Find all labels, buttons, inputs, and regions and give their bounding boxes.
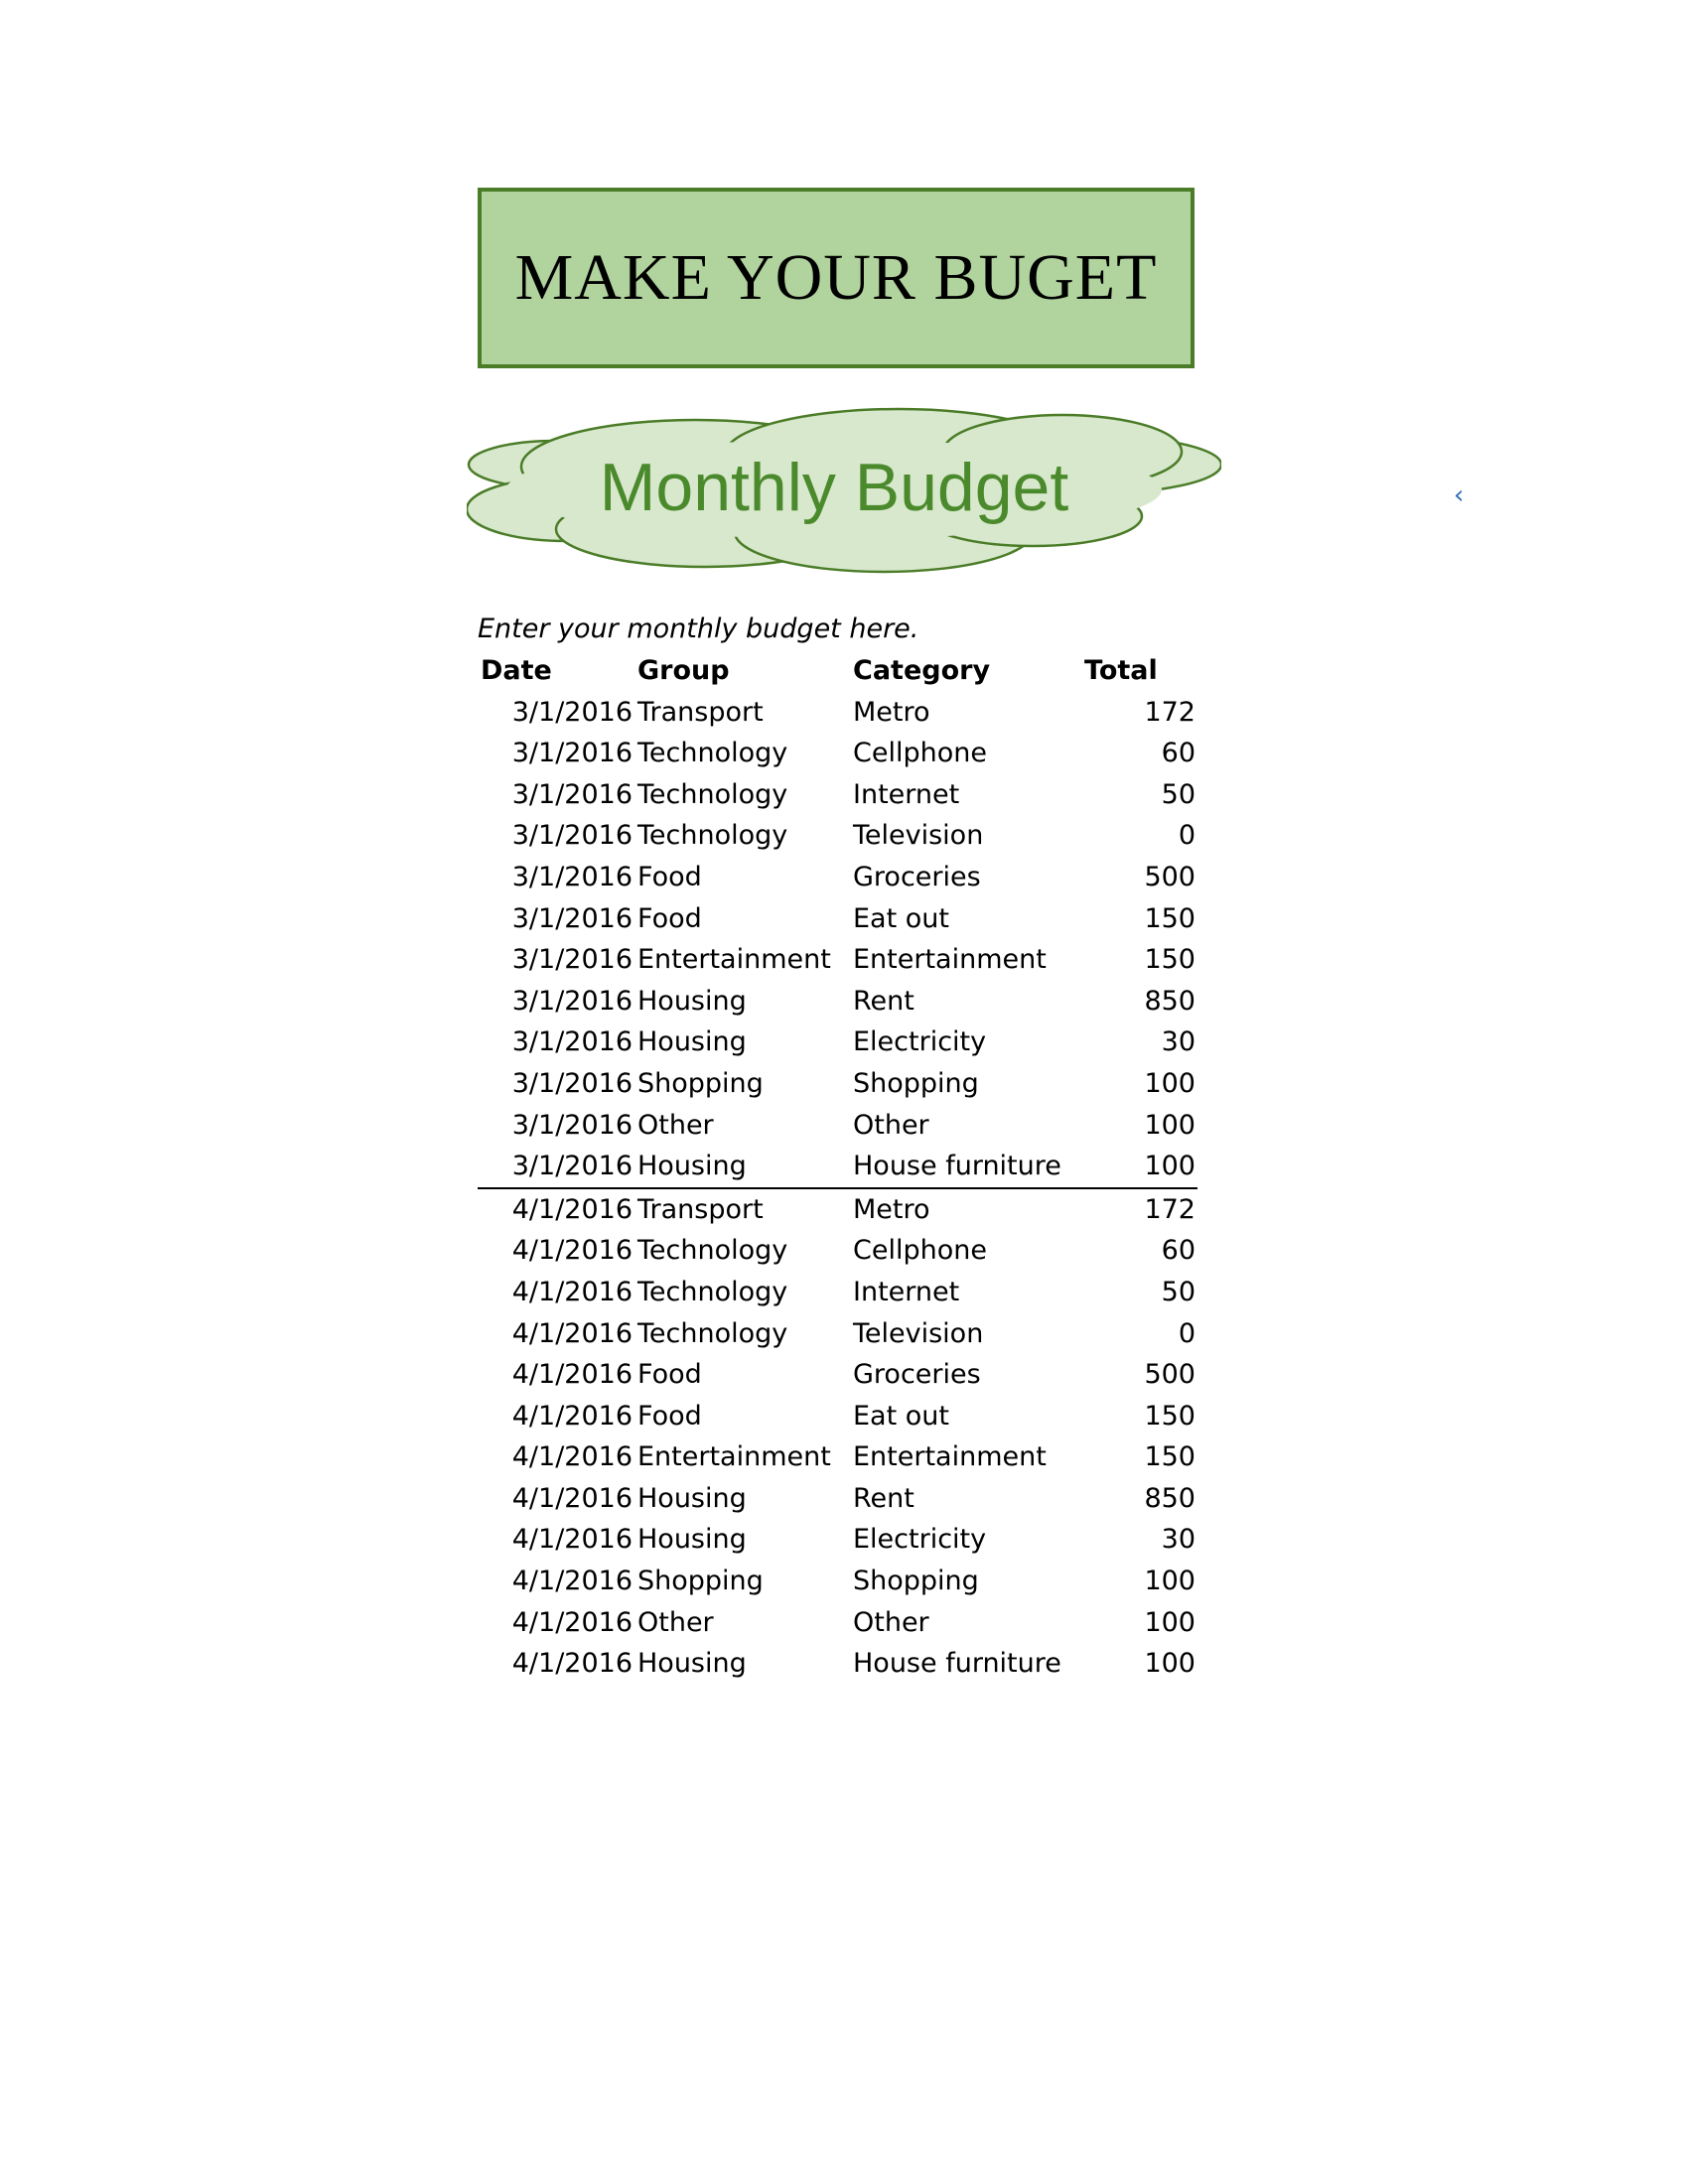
table-row: [478, 898, 1197, 940]
cell-category[interactable]: Groceries: [853, 1359, 981, 1391]
header-date: Date: [481, 655, 552, 686]
cell-group[interactable]: Technology: [637, 778, 788, 810]
table-row: [478, 1230, 1197, 1272]
table-row: [478, 1272, 1197, 1313]
cell-group[interactable]: Technology: [637, 1276, 788, 1307]
cell-category[interactable]: Electricity: [853, 1524, 987, 1556]
cell-total[interactable]: 500: [1144, 1359, 1196, 1391]
cell-category[interactable]: Metro: [853, 696, 930, 728]
cell-category[interactable]: Rent: [853, 1482, 914, 1514]
cell-total[interactable]: 30: [1161, 1524, 1196, 1556]
table-row: [478, 1519, 1197, 1561]
cell-category[interactable]: Entertainment: [853, 944, 1047, 976]
cell-category[interactable]: Electricity: [853, 1026, 987, 1058]
cell-total[interactable]: 850: [1144, 985, 1196, 1017]
cell-date[interactable]: 3/1/2016: [511, 985, 633, 1017]
cell-date[interactable]: 4/1/2016: [511, 1648, 633, 1680]
cell-total[interactable]: 50: [1161, 778, 1196, 810]
header-category: Category: [853, 655, 991, 686]
cell-date[interactable]: 3/1/2016: [511, 861, 633, 892]
table-row: [478, 692, 1197, 734]
table-body: [478, 692, 1197, 1685]
table-row: [478, 1146, 1197, 1189]
cell-group[interactable]: Food: [637, 1400, 702, 1432]
cell-date[interactable]: 4/1/2016: [511, 1235, 633, 1267]
cell-category[interactable]: Eat out: [853, 902, 949, 934]
cell-category[interactable]: Shopping: [853, 1067, 979, 1099]
cell-group[interactable]: Shopping: [637, 1067, 764, 1099]
page-title: MAKE YOUR BUGET: [514, 241, 1158, 314]
table-row: [478, 1354, 1197, 1396]
table-row: [478, 1313, 1197, 1355]
cell-date[interactable]: 4/1/2016: [511, 1524, 633, 1556]
table-header-row: [478, 650, 1197, 692]
cell-category[interactable]: Television: [853, 820, 984, 852]
instruction-text: Enter your monthly budget here.: [478, 614, 919, 644]
table-row: [478, 815, 1197, 857]
cell-date[interactable]: 4/1/2016: [511, 1193, 633, 1225]
cell-group[interactable]: Housing: [637, 1026, 747, 1058]
cell-group[interactable]: Technology: [637, 1235, 788, 1267]
cell-total[interactable]: 100: [1144, 1566, 1196, 1597]
cell-group[interactable]: Transport: [637, 696, 764, 728]
table-row: [478, 857, 1197, 898]
cell-group[interactable]: Housing: [637, 1151, 747, 1182]
cell-total[interactable]: 100: [1144, 1648, 1196, 1680]
cell-group[interactable]: Housing: [637, 1524, 747, 1556]
cell-total[interactable]: 0: [1178, 820, 1196, 852]
table-row: [478, 1396, 1197, 1437]
cell-category[interactable]: Rent: [853, 985, 914, 1017]
cell-group[interactable]: Shopping: [637, 1566, 764, 1597]
table-row: [478, 1561, 1197, 1602]
cell-category[interactable]: Other: [853, 1606, 929, 1638]
cell-total[interactable]: 50: [1161, 1276, 1196, 1307]
cell-total[interactable]: 60: [1161, 1235, 1196, 1267]
cell-category[interactable]: Eat out: [853, 1400, 949, 1432]
cell-date[interactable]: 4/1/2016: [511, 1566, 633, 1597]
cell-group[interactable]: Other: [637, 1109, 714, 1141]
cell-total[interactable]: 172: [1144, 696, 1196, 728]
cell-group[interactable]: Technology: [637, 738, 788, 769]
cell-total[interactable]: 850: [1144, 1482, 1196, 1514]
cell-total[interactable]: 150: [1144, 944, 1196, 976]
table-row: [478, 1602, 1197, 1644]
monthly-budget-heading: Monthly Budget: [599, 450, 1069, 525]
table-row: [478, 1436, 1197, 1478]
cell-date[interactable]: 3/1/2016: [511, 820, 633, 852]
cell-group[interactable]: Transport: [637, 1193, 764, 1225]
cell-group[interactable]: Food: [637, 861, 702, 892]
cell-category[interactable]: Shopping: [853, 1566, 979, 1597]
title-banner: [478, 188, 1195, 368]
cell-category[interactable]: House furniture: [853, 1648, 1061, 1680]
header-group: Group: [637, 655, 730, 686]
cell-date[interactable]: 4/1/2016: [511, 1276, 633, 1307]
table-row: [478, 939, 1197, 981]
cell-total[interactable]: 30: [1161, 1026, 1196, 1058]
header-total: Total: [1084, 655, 1158, 686]
cell-group[interactable]: Housing: [637, 1648, 747, 1680]
cell-category[interactable]: Cellphone: [853, 738, 987, 769]
cell-date[interactable]: 3/1/2016: [511, 1067, 633, 1099]
table-row: [478, 1022, 1197, 1063]
cell-group[interactable]: Other: [637, 1606, 714, 1638]
cell-date[interactable]: 3/1/2016: [511, 902, 633, 934]
cell-total[interactable]: 150: [1144, 902, 1196, 934]
table-row: [478, 1063, 1197, 1105]
cell-group[interactable]: Housing: [637, 1482, 747, 1514]
table-row: [478, 981, 1197, 1023]
edge-mark: ‹: [1454, 480, 1465, 510]
cell-date[interactable]: 4/1/2016: [511, 1482, 633, 1514]
budget-sheet: [478, 609, 1197, 1685]
cell-date[interactable]: 3/1/2016: [511, 1151, 633, 1182]
cell-total[interactable]: 150: [1144, 1441, 1196, 1473]
cell-category[interactable]: Television: [853, 1317, 984, 1349]
cell-group[interactable]: Technology: [637, 1317, 788, 1349]
cell-date[interactable]: 4/1/2016: [511, 1606, 633, 1638]
cell-group[interactable]: Housing: [637, 985, 747, 1017]
cell-date[interactable]: 3/1/2016: [511, 944, 633, 976]
cell-category[interactable]: Cellphone: [853, 1235, 987, 1267]
table-row: [478, 1105, 1197, 1147]
cell-category[interactable]: Internet: [853, 1276, 960, 1307]
cell-total[interactable]: 100: [1144, 1151, 1196, 1182]
cell-date[interactable]: 3/1/2016: [511, 696, 633, 728]
cell-group[interactable]: Entertainment: [637, 944, 831, 976]
cell-group[interactable]: Technology: [637, 820, 788, 852]
cell-category[interactable]: Metro: [853, 1193, 930, 1225]
table-row: [478, 733, 1197, 774]
cell-total[interactable]: 100: [1144, 1067, 1196, 1099]
table-row: [478, 1643, 1197, 1685]
cell-total[interactable]: 100: [1144, 1606, 1196, 1638]
cell-total[interactable]: 500: [1144, 861, 1196, 892]
cell-total[interactable]: 0: [1178, 1317, 1196, 1349]
cell-total[interactable]: 60: [1161, 738, 1196, 769]
cell-total[interactable]: 150: [1144, 1400, 1196, 1432]
cell-date[interactable]: 4/1/2016: [511, 1359, 633, 1391]
cell-category[interactable]: House furniture: [853, 1151, 1061, 1182]
cell-date[interactable]: 3/1/2016: [511, 1109, 633, 1141]
cell-group[interactable]: Food: [637, 902, 702, 934]
cell-date[interactable]: 4/1/2016: [511, 1317, 633, 1349]
cell-group[interactable]: Entertainment: [637, 1441, 831, 1473]
table-row: [478, 774, 1197, 816]
cell-date[interactable]: 3/1/2016: [511, 1026, 633, 1058]
cell-group[interactable]: Food: [637, 1359, 702, 1391]
cell-date[interactable]: 4/1/2016: [511, 1441, 633, 1473]
cell-total[interactable]: 100: [1144, 1109, 1196, 1141]
cell-date[interactable]: 3/1/2016: [511, 738, 633, 769]
table-row: [478, 1189, 1197, 1231]
cell-total[interactable]: 172: [1144, 1193, 1196, 1225]
cell-category[interactable]: Internet: [853, 778, 960, 810]
table-row: [478, 1478, 1197, 1520]
cell-category[interactable]: Entertainment: [853, 1441, 1047, 1473]
cell-category[interactable]: Groceries: [853, 861, 981, 892]
cell-date[interactable]: 3/1/2016: [511, 778, 633, 810]
cell-category[interactable]: Other: [853, 1109, 929, 1141]
cell-date[interactable]: 4/1/2016: [511, 1400, 633, 1432]
